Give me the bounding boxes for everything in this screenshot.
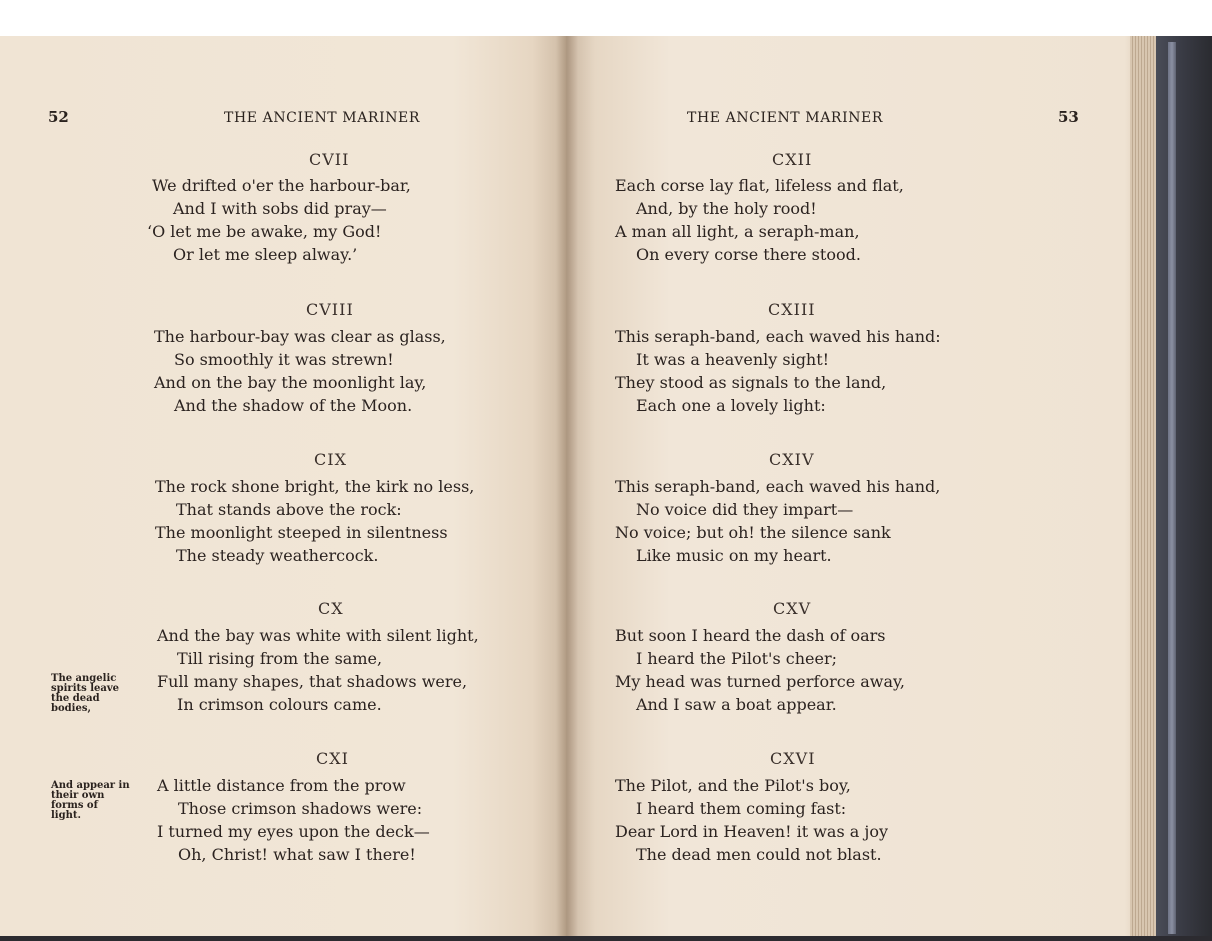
- verse-line: My head was turned perforce away,: [615, 672, 906, 691]
- page-number-left: 52: [48, 108, 69, 126]
- verse-line: We drifted o'er the harbour-bar,: [152, 176, 411, 195]
- verse-line: This seraph-band, each waved his hand,: [615, 477, 941, 496]
- verse-line: And I with sobs did pray—: [173, 199, 387, 218]
- book-gutter: [556, 36, 578, 936]
- stanza-numeral: CXV: [773, 599, 812, 618]
- verse-line: I turned my eyes upon the deck—: [157, 822, 430, 841]
- verse-line: A man all light, a seraph-man,: [615, 222, 860, 241]
- verse-line: Or let me sleep alway.’: [173, 245, 358, 264]
- verse-line: It was a heavenly sight!: [636, 350, 830, 369]
- verse-line: They stood as signals to the land,: [615, 373, 887, 392]
- verse-line: Dear Lord in Heaven! it was a joy: [615, 822, 889, 841]
- verse-line: The harbour-bay was clear as glass,: [154, 327, 446, 346]
- stanza-numeral: CVIII: [306, 300, 354, 319]
- running-head-left: THE ANCIENT MARINER: [224, 110, 421, 126]
- verse-line: I heard the Pilot's cheer;: [636, 649, 837, 668]
- verse-line: The moonlight steeped in silentness: [155, 523, 448, 542]
- verse-line: Till rising from the same,: [177, 649, 383, 668]
- stanza-numeral: CXIII: [768, 300, 816, 319]
- verse-line: Those crimson shadows were:: [178, 799, 423, 818]
- verse-line: ‘O let me be awake, my God!: [147, 222, 382, 241]
- stanza-numeral: CVII: [309, 150, 350, 169]
- verse-line: And the shadow of the Moon.: [174, 396, 413, 415]
- stanza-numeral: CXI: [316, 749, 349, 768]
- verse-line: And on the bay the moonlight lay,: [154, 373, 427, 392]
- page-edges: [1130, 36, 1156, 936]
- verse-line: No voice did they impart—: [636, 500, 854, 519]
- cover-bottom: [0, 936, 1212, 941]
- verse-line: The Pilot, and the Pilot's boy,: [615, 776, 851, 795]
- book-cover: [1156, 36, 1212, 941]
- verse-line: Full many shapes, that shadows were,: [157, 672, 468, 691]
- stanza-numeral: CX: [318, 599, 344, 618]
- stanza-numeral: CXIV: [769, 450, 815, 469]
- right-page: [566, 36, 1148, 936]
- verse-line: That stands above the rock:: [176, 500, 402, 519]
- verse-line: No voice; but oh! the silence sank: [615, 523, 891, 542]
- margin-note: The angelic spirits leave the dead bodies,: [51, 673, 120, 714]
- verse-line: But soon I heard the dash of oars: [615, 626, 886, 645]
- stanza-numeral: CIX: [314, 450, 347, 469]
- verse-line: This seraph-band, each waved his hand:: [615, 327, 941, 346]
- verse-line: A little distance from the prow: [157, 776, 406, 795]
- verse-line: Like music on my heart.: [636, 546, 832, 565]
- verse-line: Each one a lovely light:: [636, 396, 826, 415]
- verse-line: And the bay was white with silent light,: [157, 626, 479, 645]
- margin-note: And appear in their own forms of light.: [51, 780, 130, 821]
- verse-line: So smoothly it was strewn!: [174, 350, 394, 369]
- verse-line: Oh, Christ! what saw I there!: [178, 845, 416, 864]
- running-head-right: THE ANCIENT MARINER: [687, 110, 884, 126]
- verse-line: On every corse there stood.: [636, 245, 861, 264]
- stanza-numeral: CXVI: [770, 749, 816, 768]
- verse-line: Each corse lay flat, lifeless and flat,: [615, 176, 904, 195]
- page-number-right: 53: [1058, 108, 1079, 126]
- open-book: [0, 36, 1212, 941]
- verse-line: I heard them coming fast:: [636, 799, 847, 818]
- verse-line: And I saw a boat appear.: [636, 695, 837, 714]
- verse-line: The dead men could not blast.: [636, 845, 882, 864]
- verse-line: The rock shone bright, the kirk no less,: [155, 477, 475, 496]
- verse-line: In crimson colours came.: [177, 695, 382, 714]
- stanza-numeral: CXII: [772, 150, 813, 169]
- left-page: [0, 36, 566, 936]
- verse-line: The steady weathercock.: [176, 546, 379, 565]
- verse-line: And, by the holy rood!: [636, 199, 817, 218]
- cover-edge: [1168, 42, 1176, 934]
